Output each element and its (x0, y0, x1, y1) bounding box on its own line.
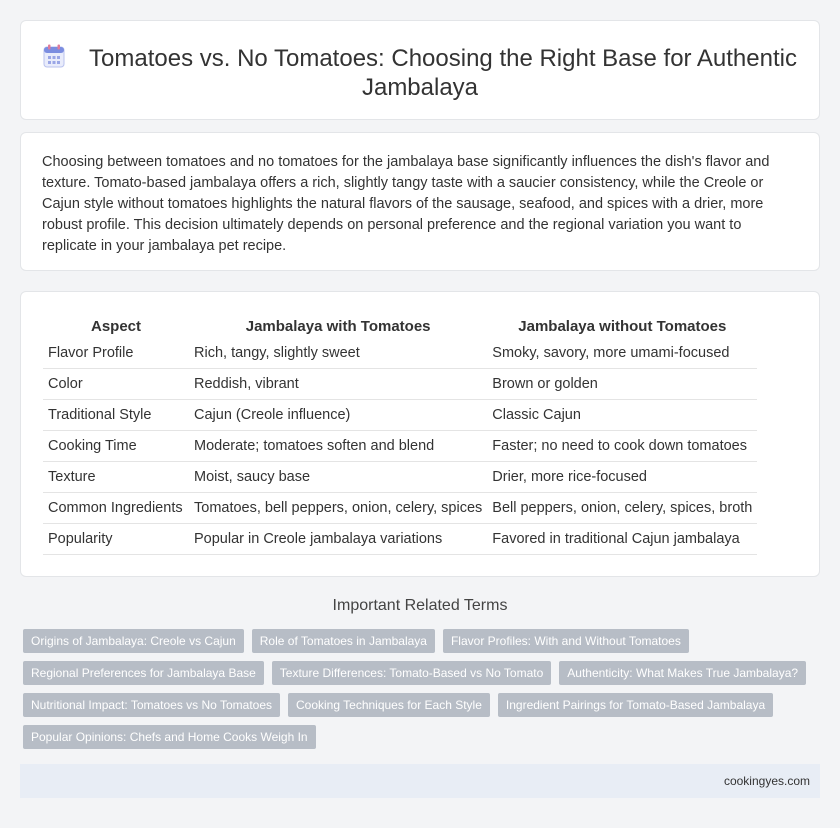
comparison-table (43, 316, 757, 555)
related-term-tag[interactable]: Role of Tomatoes in Jambalaya (252, 629, 435, 653)
table-row (43, 400, 757, 431)
related-term-tag[interactable]: Cooking Techniques for Each Style (288, 693, 490, 717)
related-term-tag[interactable]: Authenticity: What Makes True Jambalaya? (559, 661, 806, 685)
table-cell: Flavor Profile (43, 338, 189, 369)
related-term-tag[interactable]: Flavor Profiles: With and Without Tomatoes (443, 629, 689, 653)
related-terms-title: Important Related Terms (332, 597, 508, 614)
table-cell: Popular in Creole jambalaya variations (189, 524, 487, 555)
table-cell: Smoky, savory, more umami-focused (487, 338, 757, 369)
table-cell: Faster; no need to cook down tomatoes (487, 431, 757, 462)
header-card (20, 20, 820, 120)
table-row (43, 493, 757, 524)
table-cell: Traditional Style (43, 400, 189, 431)
related-term-tag[interactable]: Nutritional Impact: Tomatoes vs No Tomatoes (23, 693, 280, 717)
table-cell: Classic Cajun (487, 400, 757, 431)
page-title: Tomatoes vs. No Tomatoes: Choosing the Right Base for Authentic Jambalaya (89, 45, 797, 101)
table-row (43, 462, 757, 493)
table-row (43, 431, 757, 462)
table-cell: Moderate; tomatoes soften and blend (189, 431, 487, 462)
table-cell: Brown or golden (487, 369, 757, 400)
table-cell: Reddish, vibrant (189, 369, 487, 400)
table-cell: Cooking Time (43, 431, 189, 462)
table-row (43, 524, 757, 555)
page-title-wrap (21, 44, 819, 102)
related-term-tag[interactable]: Regional Preferences for Jambalaya Base (23, 661, 264, 685)
intro-card (20, 132, 820, 271)
table-cell: Popularity (43, 524, 189, 555)
table-cell: Drier, more rice-focused (487, 462, 757, 493)
table-cell: Favored in traditional Cajun jambalaya (487, 524, 757, 555)
table-row (43, 369, 757, 400)
table-cell: Moist, saucy base (189, 462, 487, 493)
table-cell: Texture (43, 462, 189, 493)
related-term-tag[interactable]: Popular Opinions: Chefs and Home Cooks Weigh In (23, 725, 316, 749)
related-term-tag[interactable]: Origins of Jambalaya: Creole vs Cajun (23, 629, 244, 653)
column-header-aspect: Aspect (90, 318, 142, 335)
calendar-icon (43, 44, 65, 68)
table-cell: Rich, tangy, slightly sweet (189, 338, 487, 369)
related-terms-list (23, 629, 823, 749)
table-header-row (43, 316, 757, 338)
table-row (43, 338, 757, 369)
column-header-without-tomatoes: Jambalaya without Tomatoes (518, 318, 727, 335)
footer-site-link[interactable]: cookingyes.com (723, 774, 810, 788)
column-header-with-tomatoes: Jambalaya with Tomatoes (245, 318, 431, 335)
comparison-card (20, 291, 820, 577)
table-cell: Color (43, 369, 189, 400)
intro-paragraph: Choosing between tomatoes and no tomatoes for the jambalaya base significantly influences the dish's flavor and texture. Tomato-based jambalaya offers a rich, slightly tangy taste with a saucier consistency, while the Creole or Cajun style without tomatoes highlights the natural flavors of the sausage, seafood, and spices with a drier, more robust profile. This decision ultimately depends on personal preference and the regional variation you want to replicate in your jambalaya pet recipe. (42, 154, 770, 254)
table-cell: Cajun (Creole influence) (189, 400, 487, 431)
related-term-tag[interactable]: Texture Differences: Tomato-Based vs No Tomato (272, 661, 551, 685)
table-cell: Common Ingredients (43, 493, 189, 524)
related-term-tag[interactable]: Ingredient Pairings for Tomato-Based Jambalaya (498, 693, 773, 717)
table-cell: Bell peppers, onion, celery, spices, broth (487, 493, 757, 524)
footer-bar (20, 764, 820, 798)
table-cell: Tomatoes, bell peppers, onion, celery, spices (189, 493, 487, 524)
